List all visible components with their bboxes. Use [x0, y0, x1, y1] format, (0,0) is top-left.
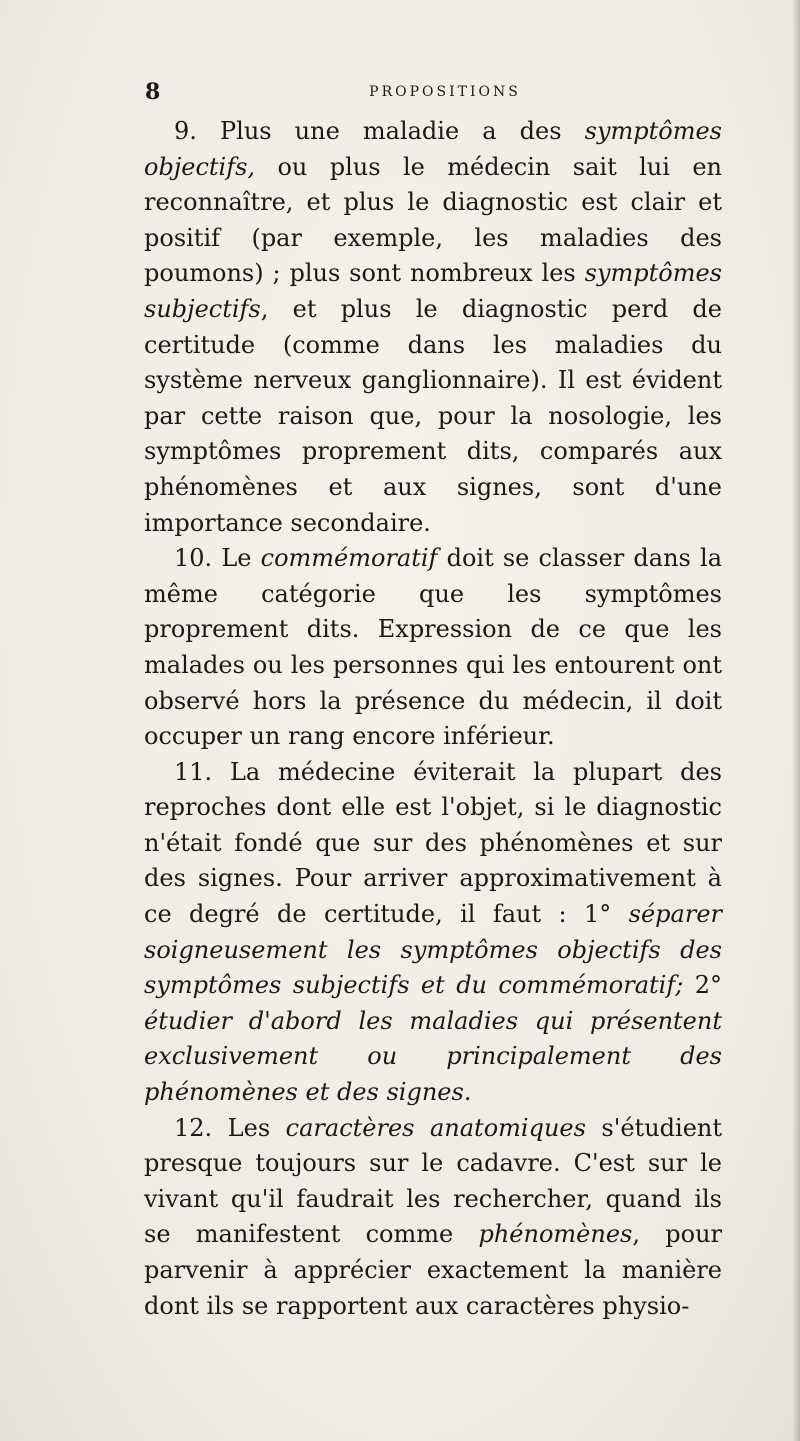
paragraph-11 [144, 755, 722, 1111]
paragraph-number: 12. [174, 1113, 213, 1142]
text-run: Les [212, 1113, 286, 1142]
body-text [144, 114, 722, 1324]
paragraph-10 [144, 541, 722, 755]
text-run: Plus une maladie a des [196, 117, 585, 145]
text-run: Le [212, 544, 261, 573]
text-run: , et plus le diagnostic perd de certitude (comme dans les maladies du système nerveux ganglionnaire). Il est évident par cette raison que, pour la nosologie, les symptômes proprement dits, comparés aux phénomènes et aux signes, sont d'une importance secondaire. [144, 294, 722, 537]
italic-term: phénomènes [478, 1220, 633, 1249]
italic-term: séparer soigneusement les symptômes objectifs des symptômes subjectifs et du commémoratif; [144, 900, 722, 1000]
running-head: PROPOSITIONS [369, 84, 521, 100]
paragraph-9 [144, 114, 722, 541]
paragraph-number: 10. [174, 544, 213, 573]
paragraph-12 [144, 1111, 722, 1325]
paragraph-number: 11. [174, 757, 213, 786]
text-run: doit se classer dans la même catégorie que les symptômes proprement dits. Expression de ce que les malades ou les personnes qui les entourent ont observé hors la présence du médecin, il doit occuper un rang encore inférieur. [144, 544, 722, 751]
paragraph-number: 9. [174, 117, 197, 145]
page-edge-shadow [792, 0, 800, 1441]
text-run: ou plus le médecin sait lui en reconnaître, et plus le diagnostic est clair et positif (par exemple, les maladies des poumons) ; plus sont nombreux les [144, 152, 722, 288]
italic-term: symptômes subjectifs [144, 259, 722, 323]
text-run: , pour parvenir à apprécier exactement la manière dont ils se rapportent aux caractères physio- [144, 1220, 722, 1320]
text-run: 2° [683, 971, 722, 1000]
italic-term: étudier d'abord les maladies qui présentent exclusivement ou principalement des phénomènes et des signes. [144, 1006, 722, 1107]
page-number: 8 [145, 79, 161, 105]
text-run: La médecine éviterait la plupart des reproches dont elle est l'objet, si le diagnostic n'était fondé que sur des phénomènes et sur des signes. Pour arriver approximativement à ce degré de certitude, il faut : 1° [144, 757, 722, 929]
italic-term: symptômes objectifs, [144, 117, 722, 181]
italic-term: commémoratif [260, 544, 438, 573]
text-run: s'étudient presque toujours sur le cadavre. C'est sur le vivant qu'il faudrait les rechercher, quand ils se manifestent comme [144, 1113, 722, 1249]
page-header [145, 78, 725, 106]
italic-term: caractères anatomiques [285, 1113, 586, 1142]
